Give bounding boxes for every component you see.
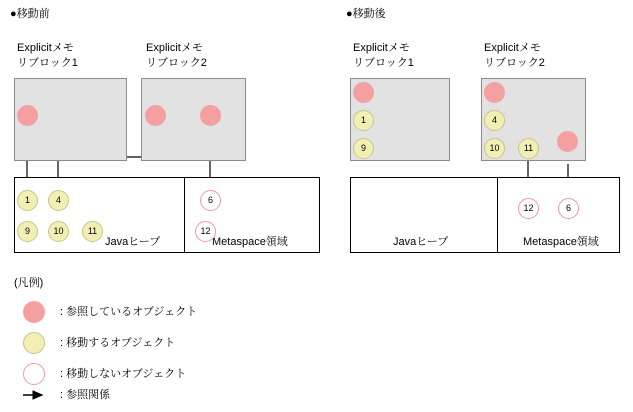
after-metaspace-object-12[interactable]: 12 xyxy=(518,198,539,219)
before-heap-object-11[interactable]: 11 xyxy=(82,221,103,242)
before-heap-object-4[interactable]: 4 xyxy=(48,190,69,211)
legend-marker-referenced xyxy=(23,301,45,323)
before-block1-label-line1: Explicitメモ xyxy=(17,42,74,54)
before-heap-object-10[interactable]: 10 xyxy=(48,221,69,242)
legend-marker-moving xyxy=(23,332,45,354)
after-block2-label-line2: リブロック2 xyxy=(484,57,545,69)
before-metaspace-label: Metaspace領域 xyxy=(212,236,288,248)
after-block1-label-line2: リブロック1 xyxy=(353,57,414,69)
legend-label-staying: : 移動しないオブジェクト xyxy=(60,368,187,380)
after-metaspace-label: Metaspace領域 xyxy=(523,236,599,248)
legend-label-moving: : 移動するオブジェクト xyxy=(60,337,176,349)
after-metaspace-object-6[interactable]: 6 xyxy=(558,198,579,219)
before-metaspace-object-6[interactable]: 6 xyxy=(200,190,221,211)
panel-title-after: ●移動後 xyxy=(346,8,386,20)
after-block1-object-1[interactable]: 1 xyxy=(353,110,374,131)
after-region-divider xyxy=(497,177,498,253)
before-heap-object-9[interactable]: 9 xyxy=(17,221,38,242)
before-metaspace-object-12[interactable]: 12 xyxy=(195,221,216,242)
panel-title-before: ●移動前 xyxy=(10,8,50,20)
after-block2-object-ref[interactable] xyxy=(484,82,505,103)
after-block2-object-10[interactable]: 10 xyxy=(484,138,505,159)
legend-title: (凡例) xyxy=(14,277,44,289)
after-block2-object-ref-2[interactable] xyxy=(557,131,578,152)
before-block2-label-line2: リブロック2 xyxy=(146,57,207,69)
before-block1-label-line2: リブロック1 xyxy=(17,57,78,69)
after-block2-object-11[interactable]: 11 xyxy=(518,138,539,159)
legend-label-reference: : 参照関係 xyxy=(60,389,111,401)
after-block1-object-ref[interactable] xyxy=(353,82,374,103)
legend-label-referenced: : 参照しているオブジェクト xyxy=(60,306,198,318)
before-block2-object-ref-b[interactable] xyxy=(200,105,221,126)
after-java-heap-label: Javaヒープ xyxy=(393,236,449,248)
after-block2-object-4[interactable]: 4 xyxy=(484,110,505,131)
before-region-divider xyxy=(184,177,185,253)
before-heap-object-1[interactable]: 1 xyxy=(17,190,38,211)
legend-marker-arrow-icon xyxy=(22,388,48,402)
before-block2-label-line1: Explicitメモ xyxy=(146,42,203,54)
before-block1-object-ref[interactable] xyxy=(17,105,38,126)
after-block2-label-line1: Explicitメモ xyxy=(484,42,541,54)
after-block1-object-9[interactable]: 9 xyxy=(353,138,374,159)
before-java-heap-label: Javaヒープ xyxy=(105,236,161,248)
before-block2-object-ref-a[interactable] xyxy=(145,105,166,126)
after-block1-label-line1: Explicitメモ xyxy=(353,42,410,54)
legend-marker-staying xyxy=(23,363,45,385)
